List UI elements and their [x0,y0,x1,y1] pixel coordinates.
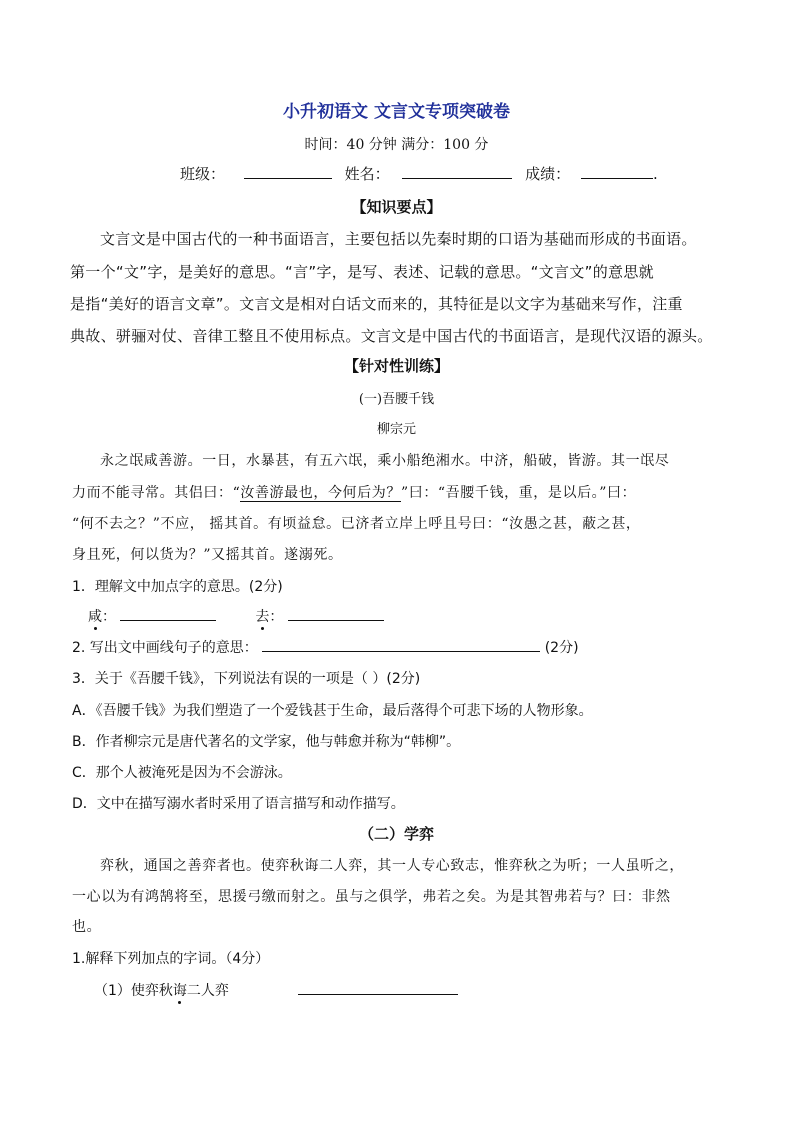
question-2 [72,637,579,657]
option-c: C．那个人被淹死是因为不会游泳。 [72,765,292,781]
underlined-sentence: 汝善游最也，今何后为？ [240,485,401,501]
name-field[interactable] [402,164,512,179]
option-d: D．文中在描写溺水者时采用了语言描写和动作描写。 [72,796,405,812]
passage1-author: 柳宗元 [376,422,416,437]
passage1-line: “何不去之？”不应， 摇其首。有顷益怠。已济者立岸上呼且号曰：“汝愚之甚，蔽之甚， [72,516,641,532]
passage1-line [72,482,636,502]
dotted-char: 去 [255,609,270,625]
student-info-row [180,163,658,184]
answer-blank-1a[interactable] [120,606,216,621]
passage1-line: 永之氓咸善游。一日，水暴甚，有五六氓，乘小船绝湘水。中济，船破，皆游。其一氓尽 [100,453,670,469]
knowledge-line: 第一个“文”字，是美好的意思。“言”字，是写、表述、记载的意思。“文言文”的意思就 [70,263,654,281]
knowledge-line: 文言文是中国古代的一种书面语言，主要包括以先秦时期的口语为基础而形成的书面语。 [100,230,697,248]
colon: ： [269,609,284,625]
passage1-title: (一)吾腰千钱 [358,392,435,407]
knowledge-line: 典故、骈骊对仗、音律工整且不使用标点。文言文是中国古代的书面语言，是现代汉语的源头。 [70,327,713,345]
answer-blank-1b[interactable] [288,606,384,621]
passage1-text: ”曰：“吾腰千钱，重，是以后。”曰： [400,485,637,501]
passage1-text: 力而不能寻常。其侣曰：“ [72,485,241,501]
dotted-char: 咸 [88,609,102,625]
answer-blank-4-1[interactable] [298,980,458,995]
end-mark: . [652,165,658,183]
question-1-items [88,606,384,626]
colon: ： [102,609,116,625]
question-4-item-1 [94,980,458,1000]
answer-blank-2[interactable] [262,637,540,652]
dotted-char: 诲 [172,983,187,999]
passage2-line: 也。 [72,919,102,935]
knowledge-heading: 【知识要点】 [351,198,442,216]
exam-info: 时间：40 分钟 满分：100 分 [304,137,489,153]
passage1-line: 身且死，何以货为？”又摇其首。遂溺死。 [72,547,343,563]
option-b: B．作者柳宗元是唐代著名的文学家，他与韩愈并称为“韩柳”。 [72,734,461,750]
knowledge-line: 是指“美好的语言文章”。文言文是相对白话文而来的，其特征是以文字为基础来写作，注重 [70,295,683,313]
passage2-line: 弈秋，通国之善弈者也。使弈秋诲二人弈，其一人专心致志，惟弈秋之为听；一人虽听之， [100,858,684,874]
page-title: 小升初语文 文言文专项突破卷 [283,102,510,122]
score-field[interactable] [581,164,653,179]
name-label: 姓名： [344,165,390,183]
question-2-text: 2. 写出文中画线句子的意思： [72,640,258,656]
class-label: 班级： [180,165,226,183]
training-heading: 【针对性训练】 [343,357,449,375]
question-4: 1.解释下列加点的字词。（4分） [72,951,270,967]
passage2-line: 一心以为有鸿鹄将至，思援弓缴而射之。虽与之俱学，弗若之矣。为是其智弗若与？曰：非然 [72,889,671,905]
question-2-score: (2分) [544,640,579,656]
question-1: 1．理解文中加点字的意思。(2分) [72,579,283,595]
class-field[interactable] [244,164,332,179]
item-text: 二人弈 [186,983,229,999]
item-text: （1）使弈秋 [94,983,173,999]
question-3: 3．关于《吾腰千钱》，下列说法有误的一项是（ ）(2分) [72,671,421,687]
option-a: A．《吾腰千钱》为我们塑造了一个爱钱甚于生命，最后落得个可悲下场的人物形象。 [72,703,593,719]
score-label: 成绩： [525,165,571,183]
passage2-title: （二）学弈 [358,825,434,843]
